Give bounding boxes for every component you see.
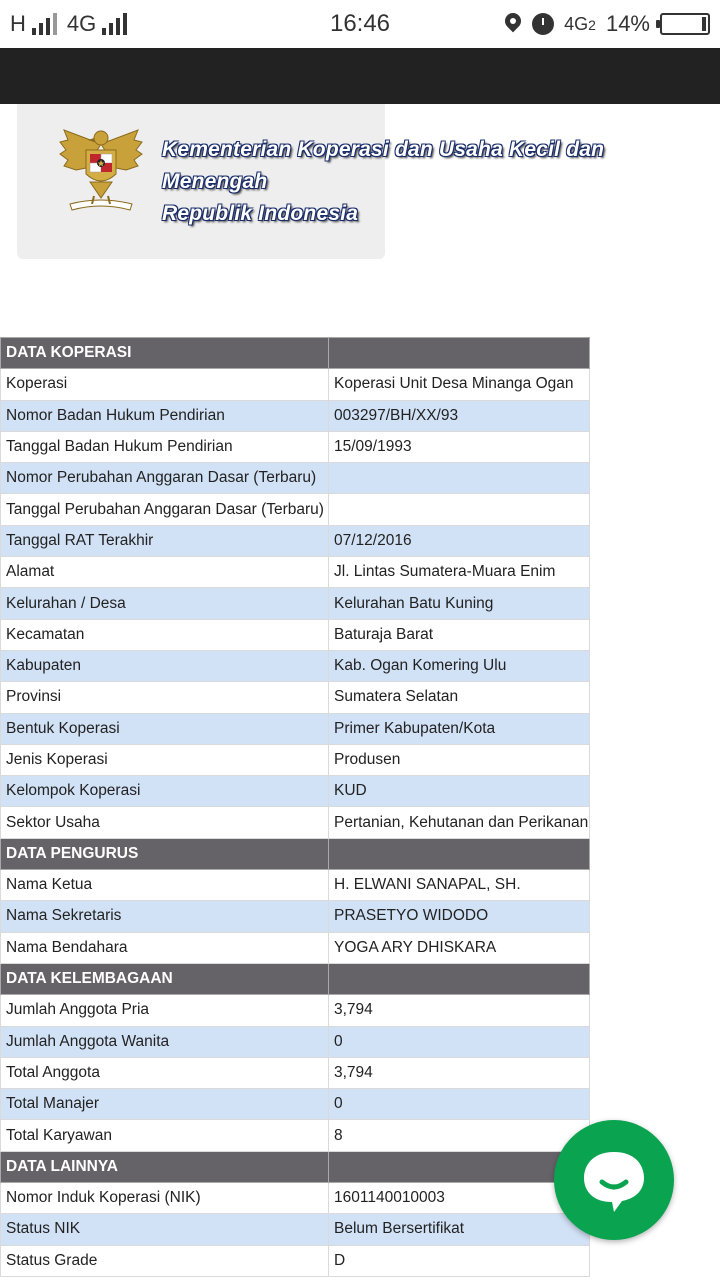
field-label: Nama Ketua [1,870,329,901]
field-label: Provinsi [1,682,329,713]
field-label: Nomor Induk Koperasi (NIK) [1,1183,329,1214]
field-label: Nama Sekretaris [1,901,329,932]
field-value: Belum Bersertifikat [329,1214,590,1245]
field-label: Kecamatan [1,619,329,650]
field-value: 07/12/2016 [329,525,590,556]
table-row [1,776,590,807]
table-row [1,463,590,494]
field-value: H. ELWANI SANAPAL, SH. [329,870,590,901]
chat-bubble-icon [554,1120,674,1240]
section-header-row [1,838,590,869]
field-value: Baturaja Barat [329,619,590,650]
field-label: Status NIK [1,1214,329,1245]
field-value: 1601140010003 [329,1183,590,1214]
table-row [1,619,590,650]
field-value: D [329,1245,590,1276]
section-spacer [329,963,590,994]
field-value: 0 [329,1089,590,1120]
section-title: DATA KELEMBAGAAN [1,963,329,994]
field-label: Tanggal Badan Hukum Pendirian [1,431,329,462]
field-label: Bentuk Koperasi [1,713,329,744]
table-row [1,901,590,932]
field-value: 8 [329,1120,590,1151]
field-label: Nomor Perubahan Anggaran Dasar (Terbaru) [1,463,329,494]
ministry-title-line2: Republik Indonesia [162,202,359,225]
field-label: Kelurahan / Desa [1,588,329,619]
field-value: Kab. Ogan Komering Ulu [329,650,590,681]
table-row [1,1089,590,1120]
carrier-2-label: 4G [66,11,97,36]
table-row [1,525,590,556]
field-value: 003297/BH/XX/93 [329,400,590,431]
field-label: Tanggal RAT Terakhir [1,525,329,556]
table-body [1,338,590,1277]
section-header-row [1,338,590,369]
battery-icon [660,13,710,35]
field-value: YOGA ARY DHISKARA [329,932,590,963]
table-row [1,870,590,901]
network-type [564,15,596,34]
field-value: 0 [329,1026,590,1057]
field-label: Total Anggota [1,1057,329,1088]
table-row [1,713,590,744]
field-value: PRASETYO WIDODO [329,901,590,932]
field-value [329,463,590,494]
field-label: Sektor Usaha [1,807,329,838]
table-row [1,682,590,713]
table-row [1,650,590,681]
table-row [1,1245,590,1276]
field-label: Jumlah Anggota Pria [1,995,329,1026]
field-value: Sumatera Selatan [329,682,590,713]
field-value: Koperasi Unit Desa Minanga Ogan [329,369,590,400]
status-bar [0,0,720,48]
table-row [1,1120,590,1151]
table-row [1,557,590,588]
field-value [329,494,590,525]
table-row [1,494,590,525]
field-label: Nama Bendahara [1,932,329,963]
field-value: 15/09/1993 [329,431,590,462]
section-title: DATA PENGURUS [1,838,329,869]
location-pin-icon [504,13,522,35]
table-row [1,431,590,462]
field-value: KUD [329,776,590,807]
table-row [1,1183,590,1214]
field-label: Status Grade [1,1245,329,1276]
status-bar-right [504,9,710,39]
table-row [1,1026,590,1057]
battery-percent: 14% [605,11,650,36]
app-bar [0,48,720,104]
section-title: DATA LAINNYA [1,1151,329,1182]
section-spacer [329,838,590,869]
field-label: Kabupaten [1,650,329,681]
section-title: DATA KOPERASI [1,338,329,369]
field-value: Produsen [329,744,590,775]
field-label: Jumlah Anggota Wanita [1,1026,329,1057]
alarm-icon [532,13,554,35]
table-row [1,932,590,963]
table-row [1,400,590,431]
field-label: Tanggal Perubahan Anggaran Dasar (Terbaru) [1,494,329,525]
ministry-title-line1: Kementerian Koperasi dan Usaha Kecil dan Menengah [162,138,605,193]
field-value: Kelurahan Batu Kuning [329,588,590,619]
network-type-label: 4G [564,13,589,34]
carrier-1-label: H [10,11,26,36]
chat-button[interactable] [554,1120,674,1240]
table-row [1,807,590,838]
table-row [1,1057,590,1088]
field-value: Primer Kabupaten/Kota [329,713,590,744]
field-label: Kelompok Koperasi [1,776,329,807]
field-value: 3,794 [329,995,590,1026]
section-spacer [329,1151,590,1182]
section-header-row [1,963,590,994]
field-label: Nomor Badan Hukum Pendirian [1,400,329,431]
table-row [1,744,590,775]
table-row [1,1214,590,1245]
ministry-title [162,134,702,230]
table-row [1,995,590,1026]
field-value: 3,794 [329,1057,590,1088]
garuda-emblem-icon [56,124,146,218]
field-value: Pertanian, Kehutanan dan Perikanan [329,807,590,838]
section-spacer [329,338,590,369]
field-label: Jenis Koperasi [1,744,329,775]
field-label: Koperasi [1,369,329,400]
field-value: Jl. Lintas Sumatera-Muara Enim [329,557,590,588]
clock: 16:46 [329,10,391,37]
cooperative-data-table [0,337,590,1277]
table-row [1,369,590,400]
section-header-row [1,1151,590,1182]
field-label: Alamat [1,557,329,588]
field-label: Total Karyawan [1,1120,329,1151]
field-label: Total Manajer [1,1089,329,1120]
table-row [1,588,590,619]
network-sub-label: 2 [588,16,596,33]
